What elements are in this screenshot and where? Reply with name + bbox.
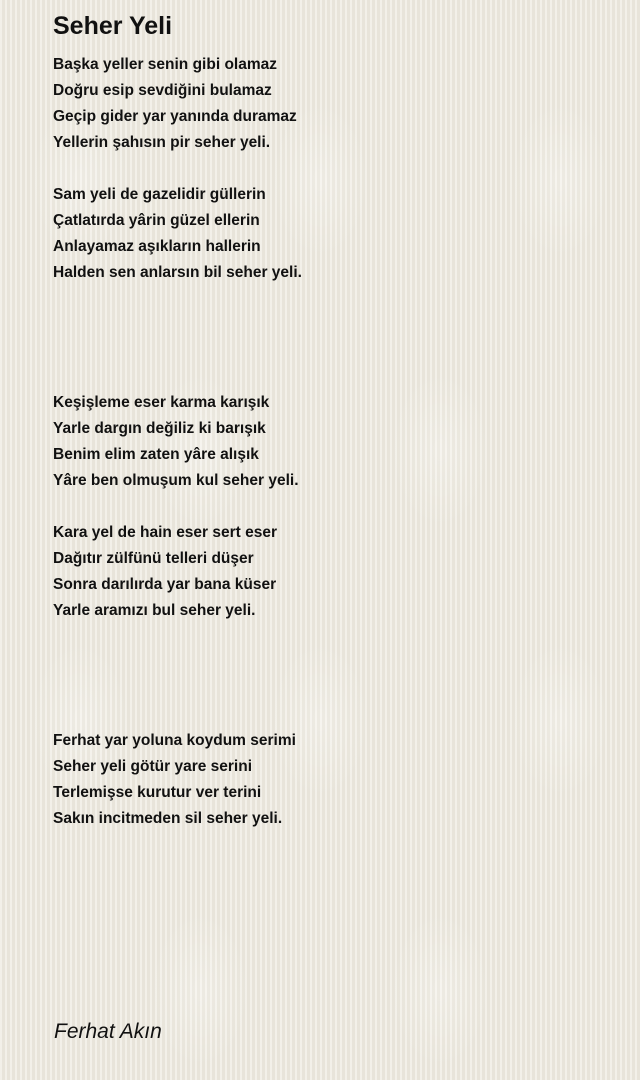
poem-line: Anlayamaz aşıkların hallerin (53, 238, 261, 255)
poem-line: Dağıtır zülfünü telleri düşer (53, 550, 254, 567)
poem-title: Seher Yeli (53, 12, 173, 40)
poem-line: Yellerin şahısın pir seher yeli. (53, 134, 271, 151)
poem-line: Seher yeli götür yare serini (53, 758, 253, 775)
poem-line: Keşişleme eser karma karışık (53, 394, 270, 411)
poem-line: Yâre ben olmuşum kul seher yeli. (53, 472, 299, 489)
stanza-2 (53, 182, 613, 286)
stanza-spacer (53, 494, 613, 520)
poem-line: Yarle aramızı bul seher yeli. (53, 602, 256, 619)
stanza-5 (53, 728, 613, 832)
stanza-spacer (53, 286, 613, 390)
poem-body (53, 52, 613, 832)
poem-line: Geçip gider yar yanında duramaz (53, 108, 297, 125)
poem-line: Halden sen anlarsın bil seher yeli. (53, 264, 302, 281)
stanza-spacer (53, 156, 613, 182)
stanza-3 (53, 390, 613, 494)
stanza-4 (53, 520, 613, 624)
poem-line: Ferhat yar yoluna koydum serimi (53, 732, 296, 749)
author-name: Ferhat Akın (54, 1020, 162, 1043)
poem-line: Yarle dargın değiliz ki barışık (53, 420, 266, 437)
poem-line: Başka yeller senin gibi olamaz (53, 56, 277, 73)
poem-line: Sam yeli de gazelidir güllerin (53, 186, 266, 203)
stanza-spacer (53, 624, 613, 728)
poem-line: Çatlatırda yârin güzel ellerin (53, 212, 260, 229)
poem-line: Benim elim zaten yâre alışık (53, 446, 259, 463)
poem-line: Terlemişse kurutur ver terini (53, 784, 262, 801)
poem-line: Kara yel de hain eser sert eser (53, 524, 278, 541)
poem-line: Doğru esip sevdiğini bulamaz (53, 82, 272, 99)
poem-line: Sakın incitmeden sil seher yeli. (53, 810, 283, 827)
poem-line: Sonra darılırda yar bana küser (53, 576, 277, 593)
stanza-1 (53, 52, 613, 156)
